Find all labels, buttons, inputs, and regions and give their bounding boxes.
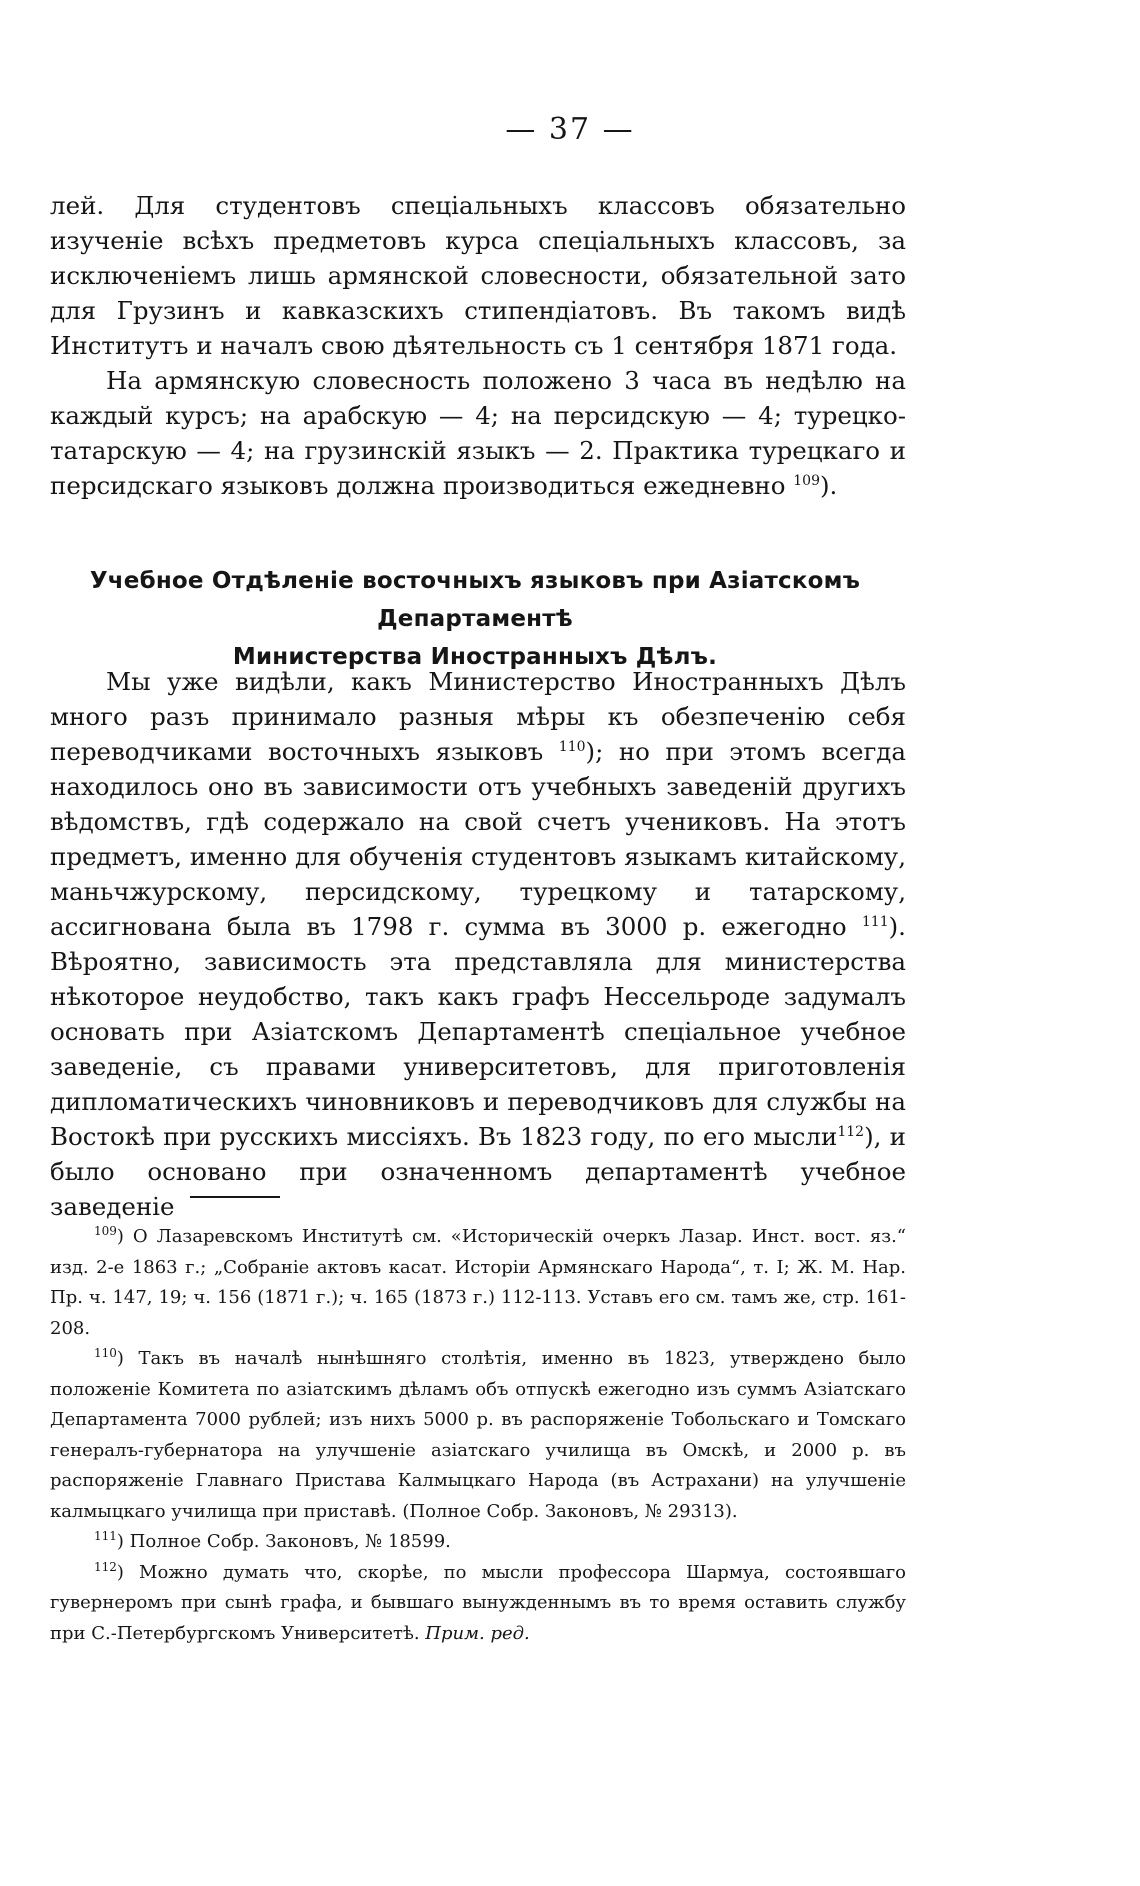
footnote-ref-109: 109	[793, 472, 820, 489]
section-paragraph	[50, 664, 906, 1224]
footnote-ref-112: 112	[837, 1123, 865, 1140]
intro-paragraph-2-end: ).	[820, 471, 838, 500]
intro-paragraph-2-text: На армянскую словесность положено 3 часа въ недѣлю на каждый курсъ; на арабскую — 4; на персидскую — 4; турецко-татарскую — 4; на грузинскій языкъ — 2. Практика турецкаго и персидскаго языковъ должна производиться ежедневно	[50, 366, 906, 500]
footnote-divider	[190, 1196, 280, 1198]
intro-paragraph-2	[50, 363, 906, 503]
section-text-d: ), и было основано при означенномъ департаментѣ учебное заведеніе	[50, 1122, 907, 1221]
footnote-number: 109	[94, 1224, 117, 1238]
footnote-109	[50, 1222, 906, 1344]
footnote-number: 111	[94, 1529, 117, 1543]
footnote-112	[50, 1558, 906, 1650]
section-body	[50, 664, 906, 1224]
section-text-b: ); но при этомъ всегда находилось оно въ зависимости отъ учебныхъ заведеній другихъ вѣдомствъ, гдѣ содержало на свой счетъ учениковъ. На этотъ предметъ, именно для обученія студентовъ языкамъ китайскому, маньчжурскому, персидскому, турецкому и татарскому, ассигнована была въ 1798 г. сумма въ 3000 р. ежегодно	[50, 737, 906, 941]
footnote-ref-111: 111	[861, 913, 889, 930]
footnote-ref-110: 110	[558, 738, 586, 755]
footnote-111	[50, 1527, 906, 1558]
intro-paragraph-1: лей. Для студентовъ спеціальныхъ классовъ обязательно изученіе всѣхъ предметовъ курса спеціальныхъ классовъ, за исключеніемъ лишь армянской словесности, обязательной зато для Грузинъ и кавказскихъ стипендіатовъ. Въ такомъ видѣ Институтъ и началъ свою дѣятельность съ 1 сентября 1871 года.	[50, 191, 906, 360]
footnote-text: ) Можно думать что, скорѣе, по мысли профессора Шармуа, состоявшаго гувернеромъ при сынѣ графа, и бывшаго вынужденнымъ въ то время оставить службу при С.-Петербургскомъ Университетѣ.	[50, 1561, 906, 1644]
section-text-c: ). Вѣроятно, зависимость эта представляла для министерства нѣкоторое неудобство, такъ какъ графъ Нессельроде задумалъ основать при Азіатскомъ Департаментѣ спеціальное учебное заведеніе, съ правами университетовъ, для приготовленія дипломатическихъ чиновниковъ и переводчиковъ для службы на Востокѣ при русскихъ миссіяхъ. Въ 1823 году, по его мысли	[50, 912, 906, 1151]
section-heading-line-2: Министерства Иностранныхъ Дѣлъ.	[232, 644, 718, 670]
footnotes	[50, 1222, 906, 1649]
footnote-110	[50, 1344, 906, 1527]
footnote-text: ) Такъ въ началѣ нынѣшняго столѣтія, именно въ 1823, утверждено было положеніе Комитета по азіатскимъ дѣламъ объ отпускѣ ежегодно изъ суммъ Азіатскаго Департамента 7000 рублей; изъ нихъ 5000 р. въ распоряженіе Тобольскаго и Томскаго генералъ-губернатора на улучшеніе азіатскаго училища въ Омскѣ, и 2000 р. въ распоряженіе Главнаго Пристава Калмыцкаго Народа (въ Астрахани) на улучшеніе калмыцкаго училища при приставѣ. (Полное Собр. Законовъ, № 29313).	[50, 1348, 906, 1522]
section-text-a: Мы уже видѣли, какъ Министерство Иностранныхъ Дѣлъ много разъ принимало разныя мѣры къ обезпеченію себя переводчиками восточныхъ языковъ	[50, 667, 906, 766]
section-heading-line-1: Учебное Отдѣленіе восточныхъ языковъ при Азіатскомъ Департаментѣ	[89, 568, 861, 632]
footnote-number: 110	[94, 1346, 117, 1360]
footnote-text: ) О Лазаревскомъ Институтѣ см. «Историческій очеркъ Лазар. Инст. вост. яз.“ изд. 2-е 1863 г.; „Собраніе актовъ касат. Исторіи Армянскаго Народа“, т. I; Ж. М. Нар. Пр. ч. 147, 19; ч. 156 (1871 г.); ч. 165 (1873 г.) 112-113. Уставъ его см. тамъ же, стр. 161-208.	[50, 1226, 906, 1339]
section-heading	[40, 562, 910, 676]
footnote-number: 112	[94, 1559, 117, 1574]
page-number: — 37 —	[505, 112, 635, 147]
editor-note: Прим. ред.	[425, 1622, 530, 1644]
footnote-text: ) Полное Собр. Законовъ, № 18599.	[116, 1531, 451, 1552]
intro-text	[50, 188, 906, 503]
